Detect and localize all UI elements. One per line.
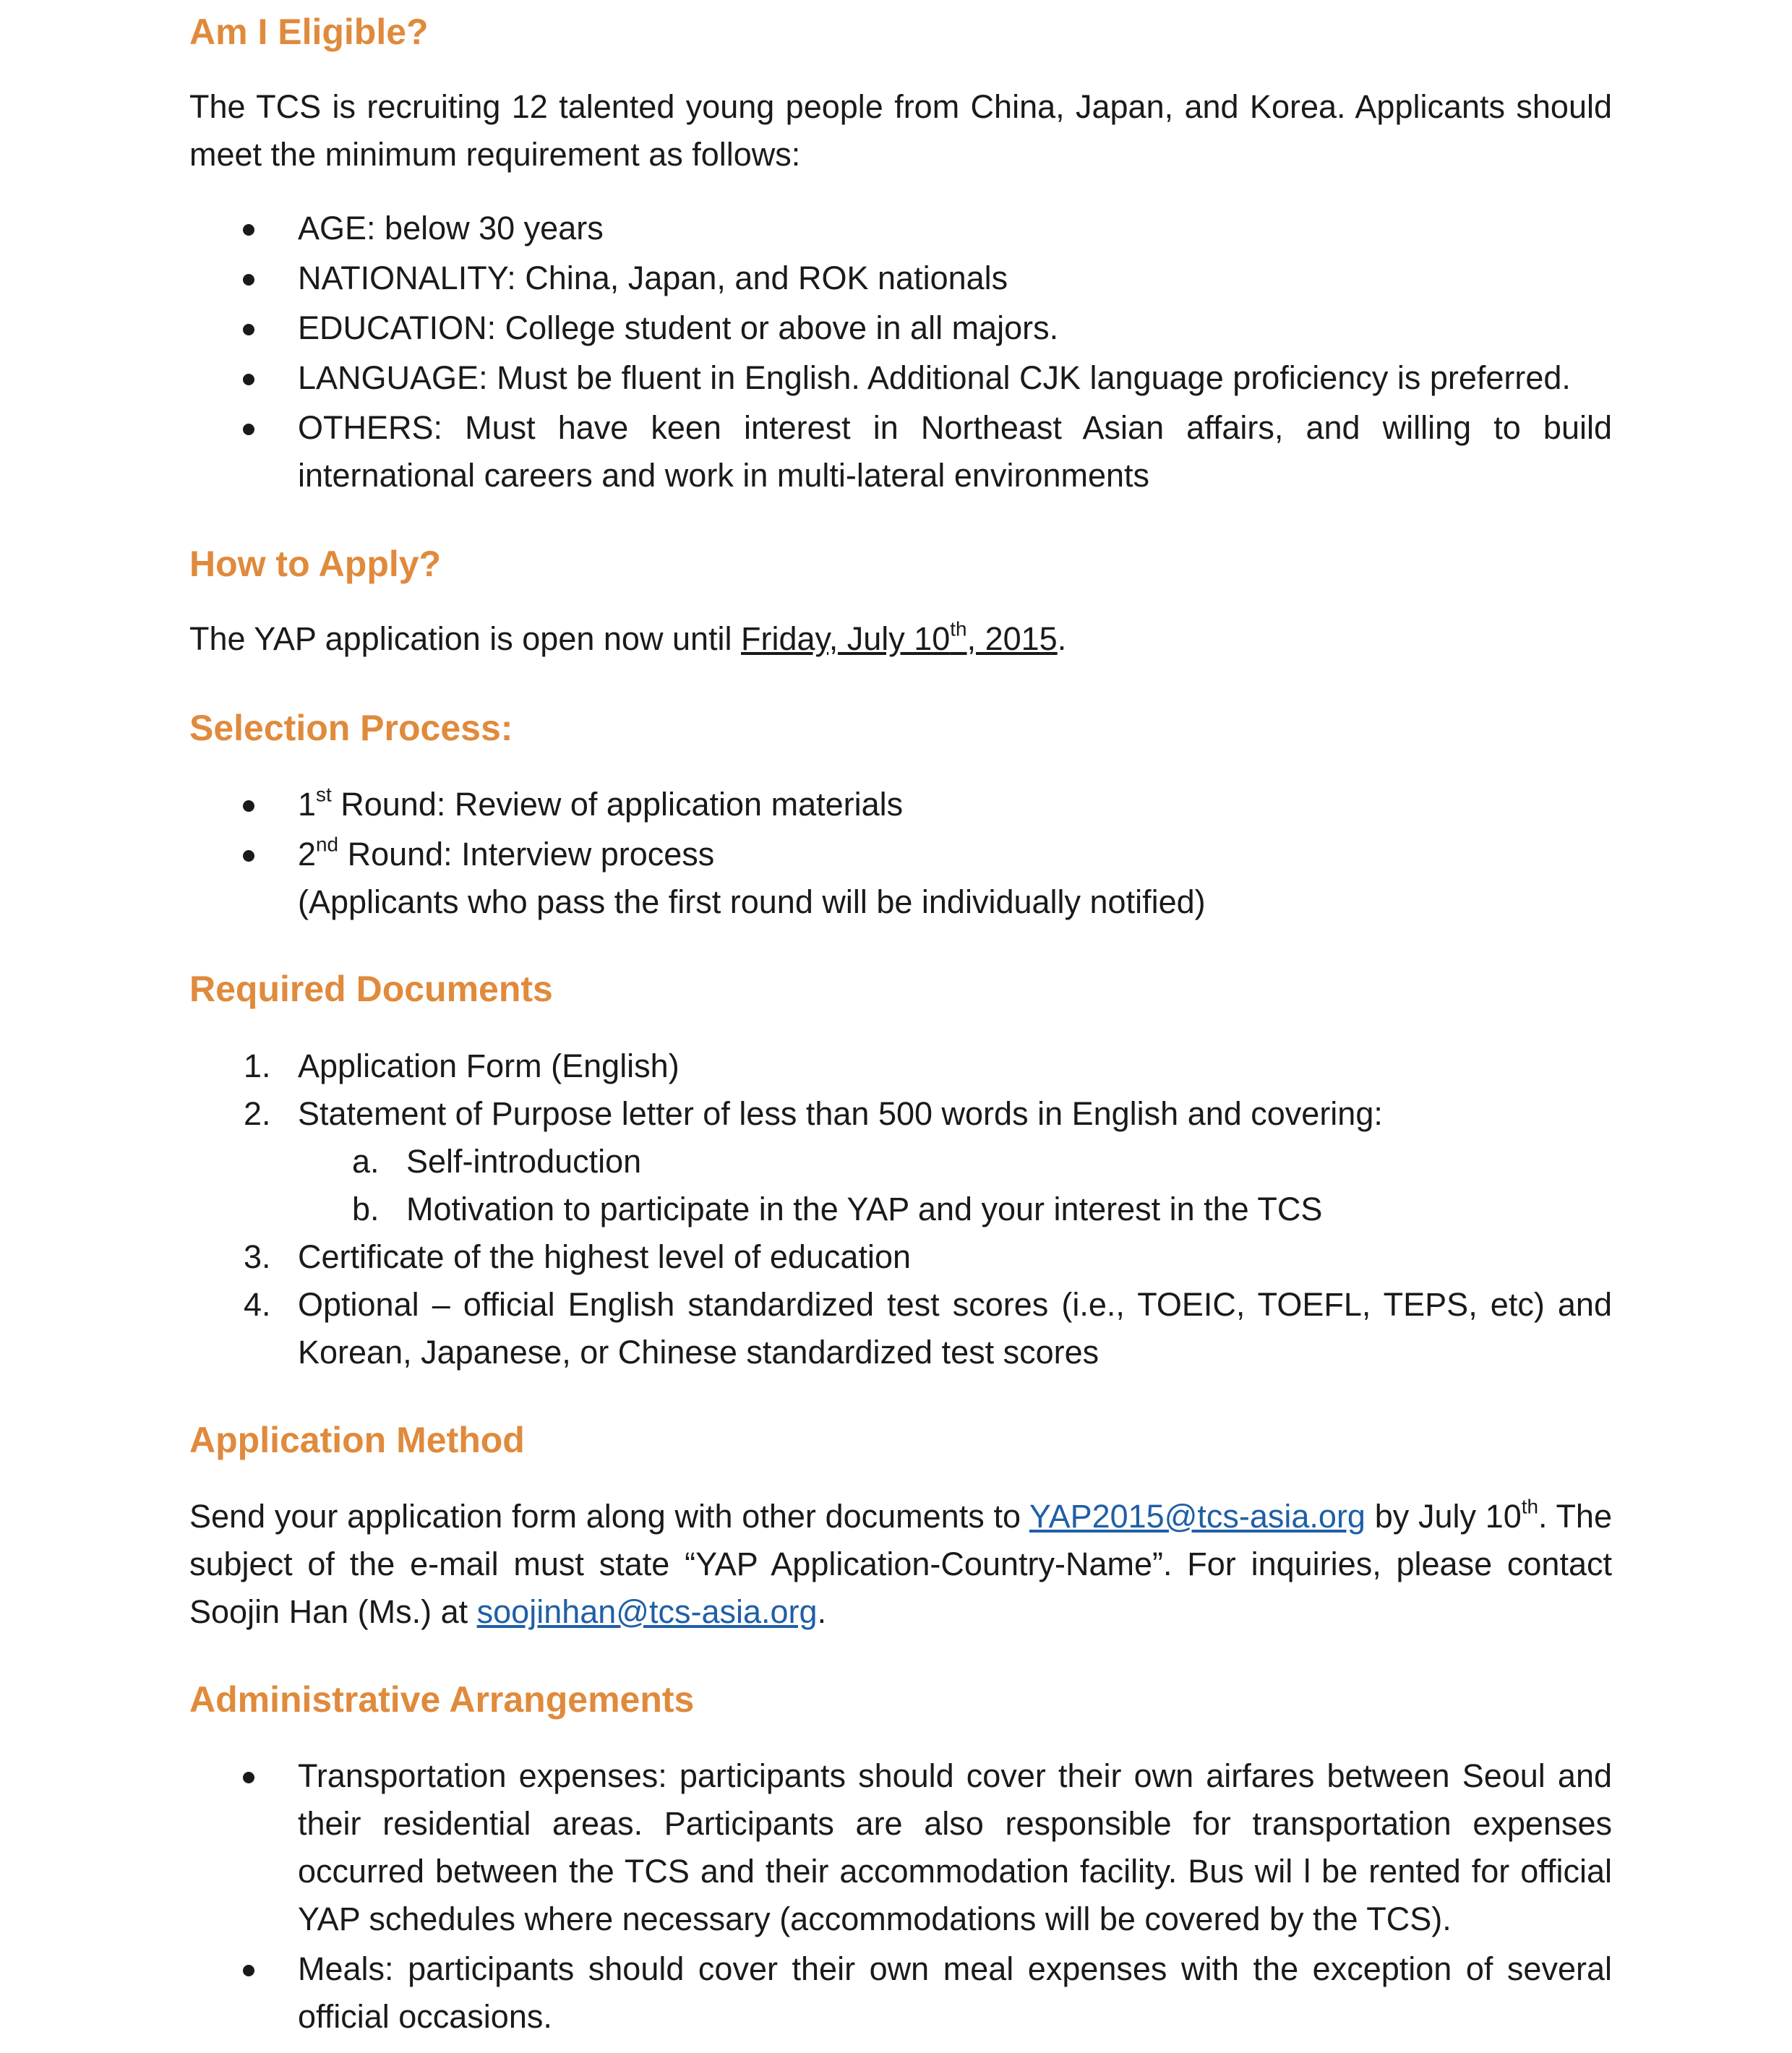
email-link-contact[interactable]: soojinhan@tcs-asia.org [476, 1593, 818, 1630]
bullet-icon [243, 1965, 254, 1976]
list-item: Meals: participants should cover their own meal expenses with the exception of several official occasions. [189, 1945, 1612, 2041]
selection-note: (Applicants who pass the first round will be individually notified) [298, 883, 1206, 920]
bullet-icon [243, 850, 254, 862]
documents-sub-list [189, 1138, 1612, 1233]
eligibility-list [189, 205, 1612, 500]
application-method-text: Send your application form along with other documents to YAP2015@tcs-asia.org by July 10th. The subject of the e-mail must state “YAP Application-Country-Name”. For inquiries, please contact Soojin Han (Ms.) at soojinhan@tcs-asia.org. [189, 1495, 1612, 1630]
email-link-yap[interactable]: YAP2015@tcs-asia.org [1029, 1498, 1366, 1535]
list-item: 4. Optional – official English standardized test scores (i.e., TOEIC, TOEFL, TEPS, etc) and Korean, Japanese, or Chinese standardized test scores [244, 1286, 1612, 1371]
apply-deadline-text: The YAP application is open now until Friday, July 10th, 2015. [189, 617, 1067, 657]
deadline-date: Friday, July 10th, 2015 [741, 617, 1058, 657]
list-item: NATIONALITY: China, Japan, and ROK nationals [189, 254, 1612, 302]
heading-selection-process: Selection Process: [189, 708, 513, 748]
documents-list [189, 1042, 1612, 1376]
heading-required-documents: Required Documents [189, 969, 553, 1009]
list-item: 1. Application Form (English) [244, 1047, 679, 1084]
list-item: EDUCATION: College student or above in all majors. [189, 304, 1612, 352]
selection-list [189, 781, 1612, 926]
bullet-icon [243, 274, 254, 286]
list-item: AGE: below 30 years [189, 205, 1612, 252]
administrative-list [189, 1752, 1612, 2041]
heading-eligibility: Am I Eligible? [189, 12, 429, 52]
list-item: Transportation expenses: participants should cover their own airfares between Seoul and their residential areas. Participants are also responsible for transportation expenses occurred between the TCS and their accommodation facility. Bus wil l be rented for official YAP schedules where necessary (accommodations will be covered by the TCS). [189, 1752, 1612, 1943]
list-item: 1st Round: Review of application materials [189, 781, 1612, 828]
heading-administrative-arrangements: Administrative Arrangements [189, 1679, 695, 1720]
bullet-icon [243, 424, 254, 435]
list-item: 2nd Round: Interview process (Applicants who pass the first round will be individually notified) [189, 831, 1612, 926]
list-item: a. Self-introduction [352, 1143, 642, 1180]
list-item: LANGUAGE: Must be fluent in English. Additional CJK language proficiency is preferred. [189, 354, 1612, 402]
bullet-icon [243, 324, 254, 335]
bullet-icon [243, 800, 254, 812]
list-item: 2. Statement of Purpose letter of less than 500 words in English and covering: [244, 1095, 1383, 1132]
bullet-icon [243, 1772, 254, 1783]
bullet-icon [243, 374, 254, 385]
list-item: 3. Certificate of the highest level of education [244, 1238, 912, 1275]
bullet-icon [243, 224, 254, 236]
heading-how-to-apply: How to Apply? [189, 544, 442, 584]
list-item: b. Motivation to participate in the YAP and your interest in the TCS [352, 1191, 1323, 1227]
eligibility-intro: The TCS is recruiting 12 talented young people from China, Japan, and Korea. Applicants should meet the minimum requirement as follows: [189, 88, 1612, 173]
list-item: OTHERS: Must have keen interest in Northeast Asian affairs, and willing to build international careers and work in multi-lateral environments [189, 404, 1612, 500]
heading-application-method: Application Method [189, 1420, 525, 1460]
